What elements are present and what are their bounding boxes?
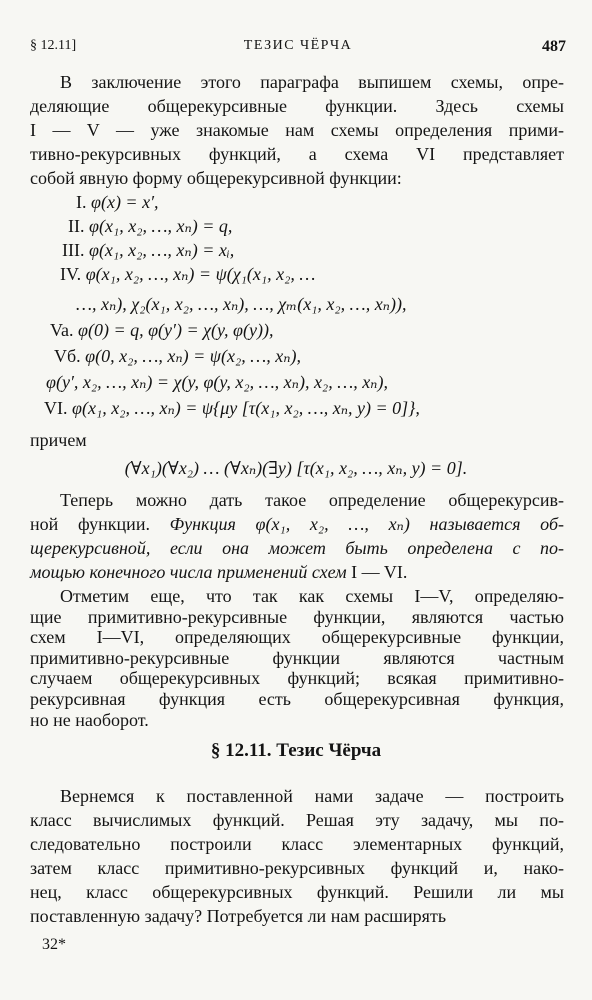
text-line: щерекурсивной, если она может быть определена с по- [30,538,564,558]
formula-expr: φ(x₁, x₂, …, xₙ) = ψ(χ₁(x₁, x₂, … [85,264,316,284]
formula-expr: φ(0, x₂, …, xₙ) = ψ(x₂, …, xₙ), [85,346,302,366]
text-line: затем класс примитивно-рекурсивных функций и, нако- [30,858,564,878]
formula-expr: φ(0) = q, φ(y′) = χ(y, φ(y)), [78,320,274,340]
text-line: собой явную форму общерекурсивной функции: [30,168,402,188]
text-line: ной функции. Функция φ(x₁, x₂, …, xₙ) называется об- [30,514,564,534]
scheme-label: III. [62,240,85,260]
text-line: Теперь можно дать такое определение общерекурсив- [60,490,564,510]
text-line: класс вычислимых функций. Решая эту задачу, мы по- [30,810,564,830]
formula-line: …, xₙ), χ₂(x₁, x₂, …, xₙ), …, χₘ(x₁, x₂, …, xₙ)), [76,294,407,314]
text-line: но не наоборот. [30,709,149,730]
formula-line [44,396,420,420]
formula-expr: φ(x) = x′, [91,192,159,212]
text-line: следовательно построили класс элементарных функций, [30,834,564,854]
scheme-label: I. [76,192,87,212]
text-line: причем [30,430,87,450]
text-line: В заключение этого параграфа выпишем схемы, опре- [60,72,564,92]
text-line: Вернемся к поставленной нами задаче — построить [60,786,564,806]
text-line: схем I—VI, определяющих общерекурсивные функции, [30,627,564,648]
formula-line [60,262,315,286]
formula-line [54,344,301,368]
formula-line [62,238,234,262]
formula-line [50,318,273,342]
formula-expr: φ(x₁, x₂, …, xₙ) = xᵢ, [88,240,235,260]
scheme-label: II. [68,216,85,236]
text-line: Отметим еще, что так как схемы I—V, определяю- [60,586,564,606]
signature-mark: 32* [42,936,66,953]
formula-line: φ(y′, x₂, …, xₙ) = χ(y, φ(y, x₂, …, xₙ), x₂, …, xₙ), [46,372,388,392]
formula-line [76,190,159,214]
text-line: поставленную задачу? Потребуется ли нам расширять [30,906,447,926]
header-title: ТЕЗИС ЧЁРЧА [243,38,353,53]
scheme-label: Va. [50,320,74,340]
section-heading: § 12.11. Тезис Чёрча [210,740,382,761]
scheme-label: IV. [60,264,82,284]
text-line: нец, класс общерекурсивных функций. Решили ли мы [30,882,564,902]
text-line: тивно-рекурсивных функций, а схема VI представляет [30,144,564,164]
formula-line: (∀x₁)(∀x₂) … (∀xₙ)(∃y) [τ(x₁, x₂, …, xₙ, y) = 0]. [124,458,468,478]
page-number: 487 [542,38,566,55]
text-line: случаем общерекурсивных функций; всякая примитивно- [30,668,564,689]
scheme-label: Vб. [54,346,81,366]
formula-expr: φ(x₁, x₂, …, xₙ) = ψ{μy [τ(x₁, x₂, …, xₙ, y) = 0]}, [72,398,420,418]
formula-line [68,214,232,238]
running-header [30,38,566,58]
text-line: примитивно-рекурсивные функции являются частным [30,647,564,668]
formula-expr: φ(x₁, x₂, …, xₙ) = q, [89,216,233,236]
text-line: I — V — уже знакомые нам схемы определения прими- [30,120,564,140]
text-line: мощью конечного числа применений схем I — VI. [30,562,408,582]
header-section-ref: § 12.11] [30,38,77,53]
text-line: щие примитивно-рекурсивные функции, являются частью [30,606,564,627]
text-line: рекурсивная функция есть общерекурсивная функция, [30,689,564,709]
scheme-label: VI. [44,398,68,418]
text-line: деляющие общерекурсивные функции. Здесь схемы [30,96,564,116]
